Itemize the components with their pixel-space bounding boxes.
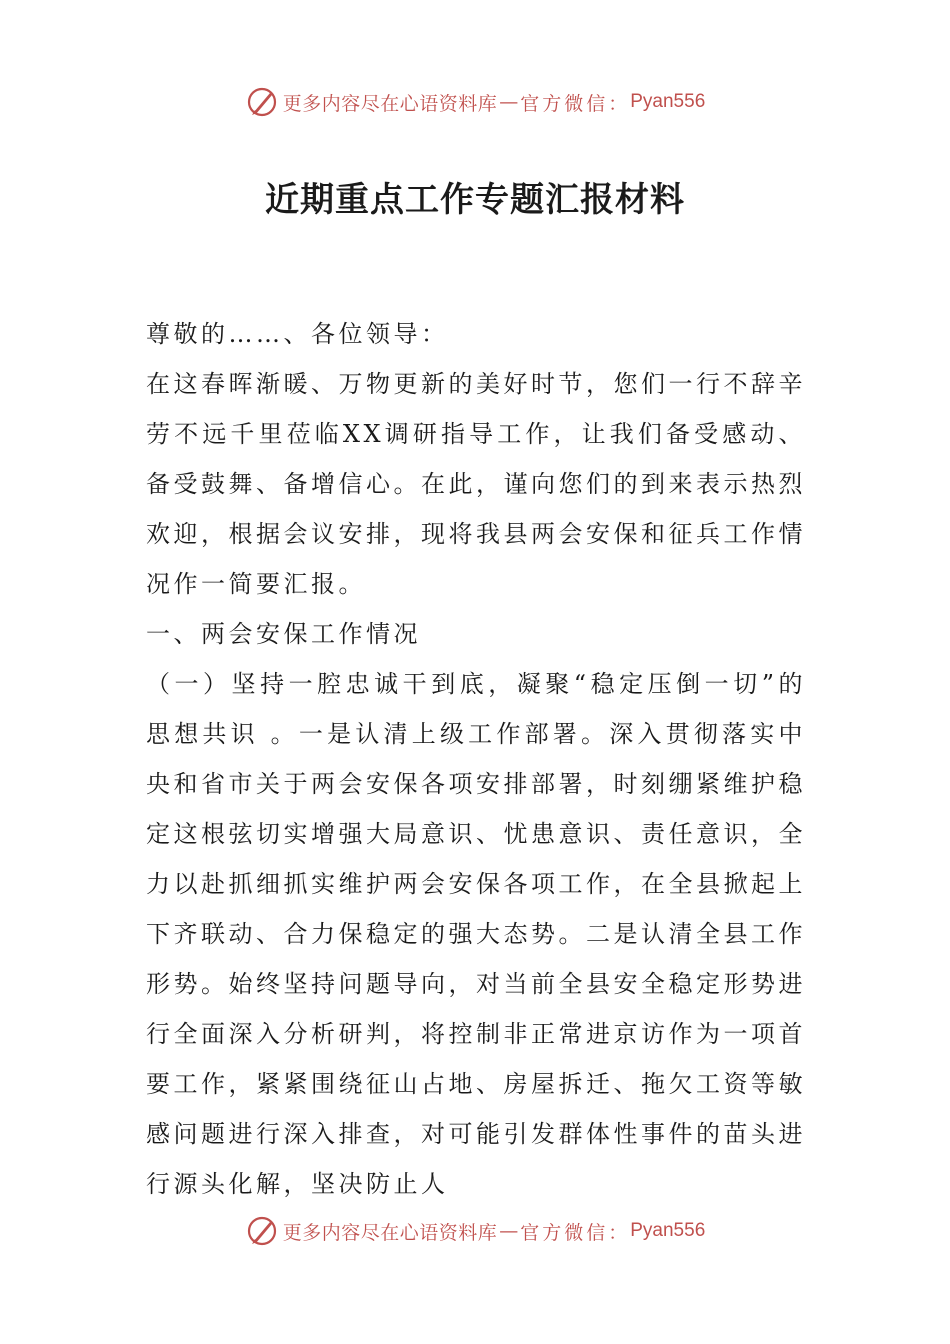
watermark-dash: — <box>499 1220 519 1242</box>
salutation: 尊敬的……、各位领导： <box>146 320 449 348</box>
paragraph-section-1: （一）坚持一腔忠诚干到底，凝聚“稳定压倒一切”的思想共识 。一是认清上级工作部署。深入贯彻落实中央和省市关于两会安保各项安排部署，时刻绷紧维护稳定这根弦切实增强大局意识、忧患意识、责任意识，全力以赴抓细抓实维护两会安保各项工作，在全县掀起上下齐联动、合力保稳定的强大态势。二是认清全县工作形势。始终坚持问题导向，对当前全县安全稳定形势进行全面深入分析研判，将控制非正常进京访作为一项首要工作，紧紧围绕征山占地、房屋拆迁、拖欠工资等敏感问题进行深入排查，对可能引发群体性事件的苗头进行源头化解，坚决防止人 <box>146 670 806 1198</box>
watermark-footer <box>0 1211 950 1251</box>
document-body <box>146 309 806 1209</box>
watermark-text: 更多内容尽在心语资料库 <box>282 92 498 115</box>
pen-nib-logo-icon <box>245 1214 279 1248</box>
watermark-wechat-id: Pyan556 <box>630 1220 706 1241</box>
watermark-wechat-label: 官方微信： <box>520 1221 631 1244</box>
paragraph-intro: 在这春晖渐暖、万物更新的美好时节，您们一行不辞辛劳不远千里莅临XX调研指导工作，让我们备受感动、备受鼓舞、备增信心。在此，谨向您们的到来表示热烈欢迎，根据会议安排，现将我县两会安保和征兵工作情况作一简要汇报。 <box>146 370 806 598</box>
watermark-text: 更多内容尽在心语资料库 <box>282 1221 498 1244</box>
document-title: 近期重点工作专题汇报材料 <box>265 180 685 220</box>
pen-nib-logo-icon <box>245 85 279 119</box>
watermark-dash: — <box>499 91 519 113</box>
watermark-wechat-label: 官方微信： <box>520 92 631 115</box>
watermark-header <box>0 82 950 122</box>
watermark-wechat-id: Pyan556 <box>630 91 706 112</box>
section-heading: 一、两会安保工作情况 <box>146 620 421 648</box>
